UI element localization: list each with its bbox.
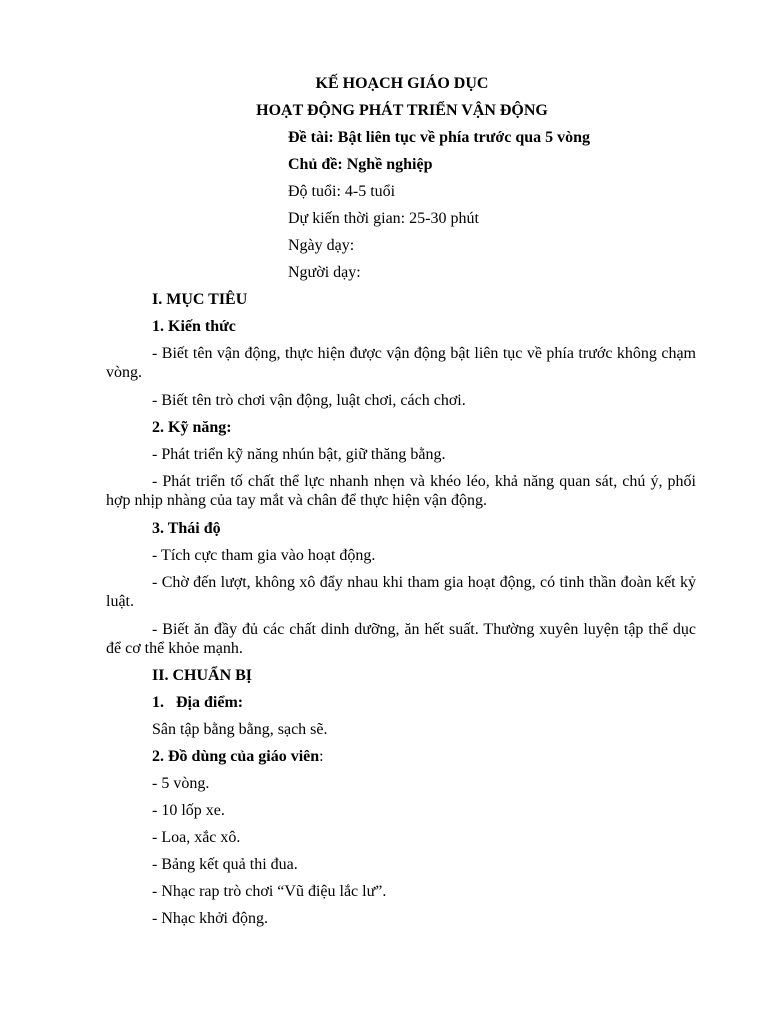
attitude-item-3: - Biết ăn đầy đủ các chất dinh dưỡng, ăn hết suất. Thường xuyên luyện tập thể dục để cơ thể khỏe mạnh. — [106, 621, 696, 657]
skills-item-2: - Phát triển tố chất thể lực nhanh nhẹn và khéo léo, khả năng quan sát, chú ý, phối hợp nhịp nhàng của tay mắt và chân để thực hiện vận động. — [106, 473, 696, 509]
teacher-items-colon: : — [319, 748, 324, 765]
teacher-items-heading — [152, 747, 324, 766]
doc-subtitle: HOẠT ĐỘNG PHÁT TRIỂN VẬN ĐỘNG — [256, 102, 548, 119]
teacher-item-5: - Nhạc rap trò chơi “Vũ điệu lắc lư”. — [152, 883, 387, 900]
theme-value: Nghề nghiệp — [346, 156, 433, 173]
teacher-item-1: - 5 vòng. — [152, 775, 210, 792]
attitude-heading: 3. Thái độ — [152, 520, 221, 537]
teacher-line: Người dạy: — [288, 264, 361, 281]
duration-line: Dự kiến thời gian: 25-30 phút — [288, 210, 479, 227]
attitude-item-1: - Tích cực tham gia vào hoạt động. — [152, 547, 376, 564]
skills-item-1: - Phát triển kỹ năng nhún bật, giữ thăng bằng. — [152, 446, 446, 463]
section2-heading: II. CHUẨN BỊ — [152, 667, 253, 684]
teacher-item-4: - Bảng kết quả thi đua. — [152, 856, 298, 873]
knowledge-item-1: - Biết tên vận động, thực hiện được vận động bật liên tục về phía trước không chạm vòng. — [106, 345, 696, 381]
date-line: Ngày dạy: — [288, 237, 355, 254]
topic-label: Đề tài: — [288, 129, 334, 146]
location-heading: 1. Địa điểm: — [152, 694, 244, 711]
teacher-item-2: - 10 lốp xe. — [152, 802, 225, 819]
topic-line — [288, 128, 590, 147]
location-text: Sân tập bằng bằng, sạch sẽ. — [152, 721, 328, 738]
section1-heading: I. MỤC TIÊU — [152, 291, 248, 308]
attitude-item-2: - Chờ đến lượt, không xô đẩy nhau khi tham gia hoạt động, có tinh thần đoàn kết kỷ luật. — [106, 574, 696, 610]
knowledge-heading: 1. Kiến thức — [152, 318, 236, 335]
skills-heading: 2. Kỹ năng: — [152, 419, 232, 436]
teacher-item-6: - Nhạc khởi động. — [152, 910, 268, 927]
doc-title: KẾ HOẠCH GIÁO DỤC — [315, 75, 489, 92]
teacher-item-3: - Loa, xắc xô. — [152, 829, 241, 846]
theme-line — [288, 155, 432, 174]
age-line: Độ tuổi: 4-5 tuổi — [288, 183, 396, 200]
teacher-items-title: 2. Đồ dùng của giáo viên — [152, 748, 320, 765]
topic-value: Bật liên tục về phía trước qua 5 vòng — [337, 129, 591, 146]
theme-label: Chủ đề: — [288, 156, 343, 173]
knowledge-item-2: - Biết tên trò chơi vận động, luật chơi, cách chơi. — [152, 392, 466, 409]
